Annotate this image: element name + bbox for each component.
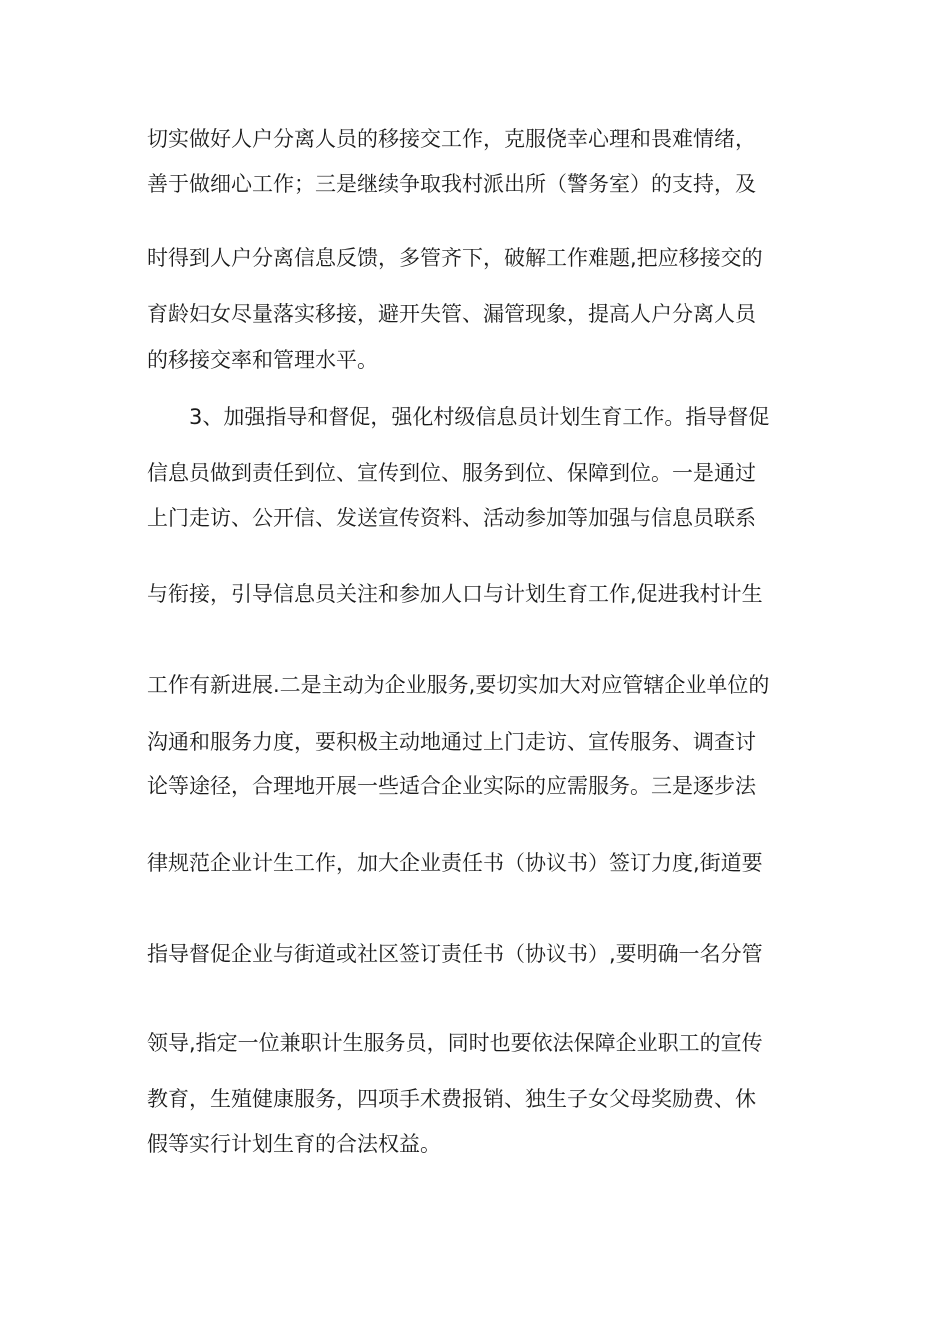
text-line-4: 育龄妇女尽量落实移接，避开失管、漏管现象，提高人户分离人员 [147,302,756,326]
text-line-9: 与衔接，引导信息员关注和参加人口与计划生育工作,促进我村计生 [147,582,763,606]
text-line-17: 假等实行计划生育的合法权益。 [147,1132,441,1156]
text-line-2: 善于做细心工作；三是继续争取我村派出所（警务室）的支持，及 [147,172,756,196]
text-line-12: 论等途径，合理地开展一些适合企业实际的应需服务。三是逐步法 [147,774,756,798]
text-line-5: 的移接交率和管理水平。 [147,348,378,372]
text-line-16: 教育，生殖健康服务，四项手术费报销、独生子女父母奖励费、休 [147,1087,756,1111]
text-line-11: 沟通和服务力度，要积极主动地通过上门走访、宣传服务、调查讨 [147,730,756,754]
text-line-1: 切实做好人户分离人员的移接交工作，克服侥幸心理和畏难情绪， [147,127,756,151]
text-line-10: 工作有新进展.二是主动为企业服务,要切实加大对应管辖企业单位的 [147,673,770,697]
text-line-6: 3、加强指导和督促，强化村级信息员计划生育工作。指导督促 [189,405,770,429]
text-line-7: 信息员做到责任到位、宣传到位、服务到位、保障到位。一是通过 [147,461,756,485]
text-line-8: 上门走访、公开信、发送宣传资料、活动参加等加强与信息员联系 [147,506,756,530]
text-line-3: 时得到人户分离信息反馈，多管齐下，破解工作难题,把应移接交的 [147,246,763,270]
text-line-15: 领导,指定一位兼职计生服务员，同时也要依法保障企业职工的宣传 [147,1031,763,1055]
text-line-13: 律规范企业计生工作，加大企业责任书（协议书）签订力度,街道要 [147,851,763,875]
text-line-14: 指导督促企业与街道或社区签订责任书（协议书）,要明确一名分管 [147,942,763,966]
